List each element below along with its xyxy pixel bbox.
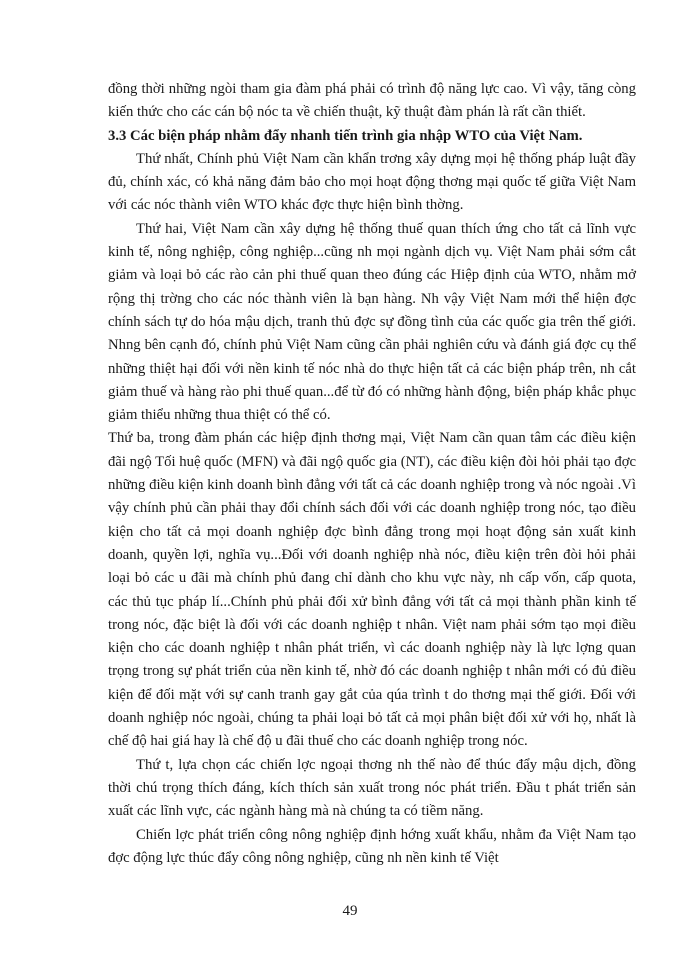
- page-number: 49: [342, 903, 358, 919]
- paragraph-fourth-measure: Thứ t, lựa chọn các chiến lợc ngoại thơng nh thế nào để thúc đẩy mậu dịch, đồng thời chú trọng thích đáng, kích thích sản xuất trong nóc phát triển. Đầu t phát triển sản xuất các lĩnh vực, các ngành hàng mà nà chúng ta có tiềm năng.: [108, 756, 636, 820]
- paragraph-third-measure: Thứ ba, trong đàm phán các hiệp định thơng mại, Việt Nam cần quan tâm các điều kiện đãi ngộ Tối huệ quốc (MFN) và đãi ngộ quốc gia (NT), các điều kiện đòi hỏi phải tạo đợc những điều kiện kinh doanh bình đẳng với tất cả các doanh nghiệp trong và nóc ngoài .Vì vậy chính phủ cần phải thay đổi chính sách đối với các doanh nghiệp trong nóc, tạo điều kiện cho tất cả mọi doanh nghiệp đợc bình đẳng trong mọi hoạt động sản xuất kinh doanh, quyền lợi, nghĩa vụ...Đối với doanh nghiệp nhà nóc, điều kiện trên đòi hỏi phải loại bỏ các u đãi mà chính phủ đang chỉ dành cho khu vực này, nh cấp vốn, cấp quota, các thủ tục pháp lí...Chính phủ phải đối xử bình đẳng với tất cả mọi thành phần kinh tế trong nóc, đặc biệt là đối với các doanh nghiệp t nhân. Việt nam phải sớm tạo mọi điều kiện cho các doanh nghiệp t nhân phát triển, vì các doanh nghiệp này là lực lợng quan trọng trong sự phát triển của nền kinh tế, nhờ đó các doanh nghiệp t nhân mới có đủ điều kiện để đối mặt với sự canh tranh gay gắt của qúa trình t do thơng mại thế giới. Đối với doanh nghiệp nóc ngoài, chúng ta phải loại bỏ tất cả mọi phân biệt đối xử với họ, nhất là chế độ hai giá hay là chế độ u đãi thuế cho các doanh nghiệp trong nóc.: [108, 430, 636, 750]
- paragraph-export-strategy: Chiến lợc phát triển công nông nghiệp định hớng xuất khẩu, nhằm đa Việt Nam tạo đợc động lực thúc đẩy công nông nghiệp, cũng nh nền kinh tế Việt: [108, 826, 636, 866]
- paragraph-second-measure: Thứ hai, Việt Nam cần xây dựng hệ thống thuế quan thích ứng cho tất cả lĩnh vực kinh tế, nông nghiệp, công nghiệp...cũng nh mọi ngành dịch vụ. Việt Nam phải sớm cắt giảm và loại bỏ các rào cản phi thuế quan theo đúng các Hiệp định của WTO, nhằm mở rộng thị trờng cho các nóc thành viên là bạn hàng. Nh vậy Việt Nam mới thể hiện đợc chính sách tự do hóa mậu dịch, tranh thủ đợc sự đồng tình của các quốc gia trên thế giới. Nhng bên cạnh đó, chính phủ Việt Nam cũng cần phải nghiên cứu và đánh giá đợc cụ thể những thiệt hại đối với nền kinh tế nóc nhà do thực hiện tất cả các biện pháp trên, nh cắt giảm thuế và hàng rào phi thuế quan...để từ đó có những hành động, biện pháp khắc phục giảm thiểu những thua thiệt có thể có.: [108, 220, 636, 424]
- section-heading-3-3: 3.3 Các biện pháp nhằm đẩy nhanh tiến trình gia nhập WTO của Việt Nam.: [108, 127, 583, 144]
- document-body: [108, 78, 636, 870]
- paragraph-first-measure: Thứ nhất, Chính phủ Việt Nam cần khẩn trơng xây dựng mọi hệ thống pháp luật đầy đủ, chính xác, có khả năng đảm bảo cho mọi hoạt động thơng mại quốc tế giữa Việt Nam với các nóc thành viên WTO khác đợc thực hiện bình thờng.: [108, 150, 636, 214]
- paragraph-continuation: đồng thời những ngòi tham gia đàm phá phải có trình độ năng lực cao. Vì vậy, tăng còng kiến thức cho các cán bộ nóc ta về chiến thuật, kỹ thuật đàm phán là rất cần thiết.: [108, 81, 636, 121]
